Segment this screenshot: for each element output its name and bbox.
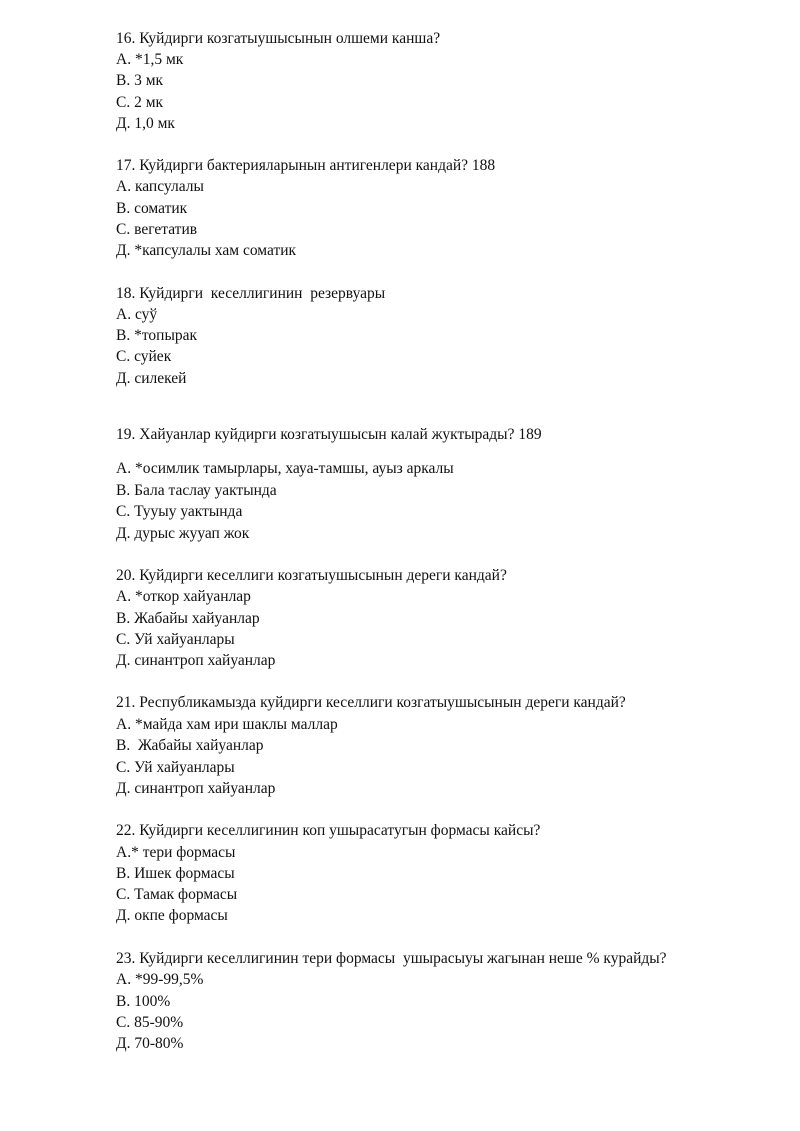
question-22-option-a: А.* тери формасы [116, 844, 236, 861]
question-21-option-b: В. Жабайы хайуанлар [116, 737, 264, 754]
question-23-text: 23. Куйдирги кеселлигинин тери формасы ушырасыуы жагынан неше % курайды? [116, 950, 667, 967]
question-20-option-d: Д. синантроп хайуанлар [116, 652, 276, 669]
question-17-option-a: А. капсулалы [116, 178, 204, 195]
question-16-option-d: Д. 1,0 мк [116, 115, 175, 132]
question-20-option-a: А. *откор хайуанлар [116, 588, 251, 605]
question-19-option-c: С. Тууыу уактында [116, 503, 243, 520]
question-22-text: 22. Куйдирги кеселлигинин коп ушырасатугын формасы кайсы? [116, 822, 541, 839]
question-19-option-a: А. *осимлик тамырлары, хауа-тамшы, ауыз аркалы [116, 460, 454, 477]
question-16-option-a: А. *1,5 мк [116, 51, 184, 68]
question-18-option-d: Д. силекей [116, 370, 187, 387]
question-21-option-a: А. *майда хам ири шаклы маллар [116, 716, 338, 733]
question-17-option-d: Д. *капсулалы хам соматик [116, 242, 297, 259]
question-16-option-b: В. 3 мк [116, 72, 164, 89]
question-22-option-b: В. Ишек формасы [116, 865, 235, 882]
question-18-option-b: В. *топырак [116, 327, 198, 344]
question-17-option-b: В. соматик [116, 200, 188, 217]
question-23-option-d: Д. 70-80% [116, 1035, 184, 1052]
question-18-text: 18. Куйдирги кеселлигинин резервуары [116, 285, 386, 302]
question-20-option-b: В. Жабайы хайуанлар [116, 610, 260, 627]
question-16-option-c: С. 2 мк [116, 94, 164, 111]
question-18-option-a: А. суў [116, 306, 158, 323]
question-17-option-c: С. вегетатив [116, 221, 198, 238]
question-20-option-c: С. Уй хайуанлары [116, 631, 235, 648]
question-18-option-c: С. суйек [116, 348, 172, 365]
question-16-text: 16. Куйдирги козгатыушысынын олшеми канша? [116, 30, 441, 47]
question-17-text: 17. Куйдирги бактерияларынын антигенлери кандай? 188 [116, 157, 496, 174]
question-19-option-b: В. Бала таслау уактында [116, 482, 277, 499]
question-23-option-a: А. *99-99,5% [116, 971, 204, 988]
question-22-option-c: С. Тамак формасы [116, 886, 238, 903]
question-21-option-d: Д. синантроп хайуанлар [116, 780, 276, 797]
question-20-text: 20. Куйдирги кеселлиги козгатыушысынын дереги кандай? [116, 567, 507, 584]
question-21-option-c: С. Уй хайуанлары [116, 759, 235, 776]
question-23-option-c: С. 85-90% [116, 1014, 184, 1031]
question-23-option-b: В. 100% [116, 993, 171, 1010]
question-19-text: 19. Хайуанлар куйдирги козгатыушысын калай жуктырады? 189 [116, 426, 542, 443]
question-21-text: 21. Республикамызда куйдирги кеселлиги козгатыушысынын дереги кандай? [116, 694, 626, 711]
question-19-option-d: Д. дурыс жууап жок [116, 525, 250, 542]
question-22-option-d: Д. окпе формасы [116, 907, 228, 924]
